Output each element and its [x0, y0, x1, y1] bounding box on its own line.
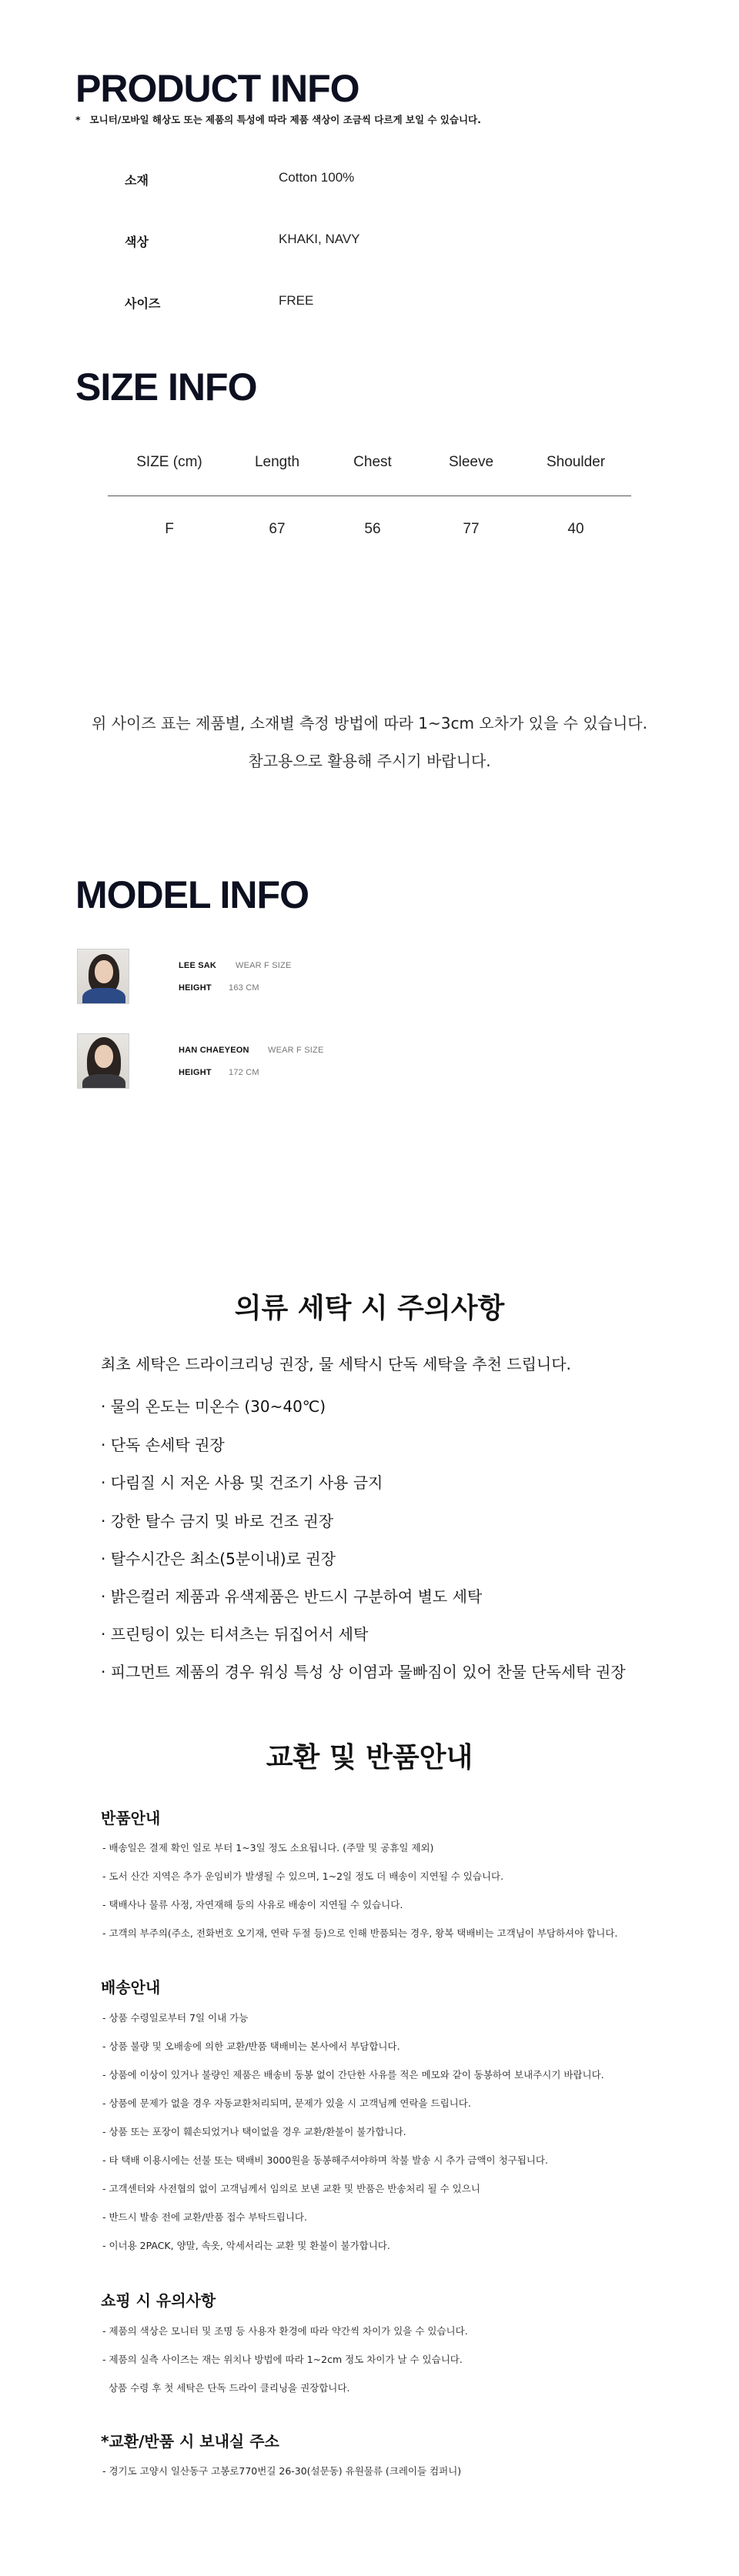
model-name-2: HAN CHAEYEON [179, 1046, 249, 1055]
notice-bullet: * [75, 114, 81, 125]
list-item: - 상품에 이상이 있거나 불량인 제품은 배송비 동봉 없이 간단한 사유를 적은 메모와 같이 동봉하여 보내주시기 바랍니다. [102, 2069, 604, 2080]
spec-label-material: 소재 [125, 173, 149, 188]
list-item: - 상품 또는 포장이 훼손되었거나 택이없을 경우 교환/환불이 불가합니다. [102, 2126, 406, 2137]
model-name-1: LEE SAK [179, 961, 217, 970]
washing-item: · 강한 탈수 금지 및 바로 건조 권장 [101, 1512, 334, 1530]
size-header-sleeve: Sleeve [448, 454, 494, 470]
return-address: - 경기도 고양시 일산동구 고봉로770번길 26-30(설문동) 유원물류 (크레이들 컴퍼니) [102, 2465, 462, 2477]
color-notice [75, 112, 481, 126]
list-item: - 반드시 발송 전에 교환/반품 접수 부탁드립니다. [102, 2211, 307, 2223]
return-section-title: 반품안내 [101, 1809, 161, 1827]
washing-item: · 프린팅이 있는 티셔츠는 뒤집어서 세탁 [101, 1625, 369, 1643]
model-shirt-2 [82, 1074, 125, 1089]
model-height-label-1: HEIGHT [179, 983, 212, 993]
washing-intro: 최초 세탁은 드라이크리닝 권장, 물 세탁시 단독 세탁을 추천 드립니다. [101, 1355, 571, 1373]
list-item: - 제품의 색상은 모니터 및 조명 등 사용자 환경에 따라 약간씩 차이가 있을 수 있습니다. [102, 2325, 468, 2337]
size-table-header [108, 454, 631, 496]
washing-title: 의류 세탁 시 주의사항 [234, 1293, 505, 1324]
model-photo-1 [77, 949, 129, 1004]
spec-value-material: Cotton 100% [279, 170, 355, 185]
list-item: - 이너용 2PACK, 양말, 속옷, 악세서리는 교환 및 환불이 불가합니다. [102, 2240, 390, 2251]
model-height-2: 172 CM [229, 1068, 259, 1077]
size-header-size: SIZE (cm) [136, 454, 202, 470]
size-cell-length: 67 [269, 521, 286, 537]
size-note-1: 위 사이즈 표는 제품별, 소재별 측정 방법에 따라 1~3cm 오차가 있을 수 있습니다. [92, 714, 647, 732]
list-item: - 택배사나 물류 사정, 자연재해 등의 사유로 배송이 지연될 수 있습니다. [102, 1899, 403, 1910]
product-info-title: PRODUCT INFO [75, 67, 359, 110]
model-wear-1: WEAR F SIZE [236, 961, 292, 970]
washing-item: · 다림질 시 저온 사용 및 건조기 사용 금지 [101, 1473, 383, 1492]
spec-label-color: 색상 [125, 235, 149, 249]
size-cell-shoulder: 40 [567, 521, 584, 537]
list-item: - 타 택배 이용시에는 선불 또는 택배비 3000원을 동봉해주셔야하며 착불 발송 시 추가 금액이 청구됩니다. [102, 2154, 548, 2166]
model-height-1: 163 CM [229, 983, 259, 993]
table-row [108, 496, 631, 562]
notice-text: 모니터/모바일 해상도 또는 제품의 특성에 따라 제품 색상이 조금씩 다르게 보일 수 있습니다. [89, 114, 481, 125]
size-cell-sleeve: 77 [463, 521, 480, 537]
list-item: - 상품에 문제가 없을 경우 자동교환처리되며, 문제가 있을 시 고객님께 연락을 드립니다. [102, 2097, 471, 2109]
size-note-2: 참고용으로 활용해 주시기 바랍니다. [248, 752, 491, 770]
washing-item: · 물의 온도는 미온수 (30~40℃) [101, 1397, 326, 1416]
spec-value-size: FREE [279, 293, 314, 308]
list-item: - 상품 수령일로부터 7일 이내 가능 [102, 2012, 249, 2024]
spec-label-size: 사이즈 [125, 296, 161, 311]
washing-item: · 탈수시간은 최소(5분이내)로 권장 [101, 1550, 336, 1568]
list-item: - 배송일은 결제 확인 일로 부터 1~3일 정도 소요됩니다. (주말 및 공휴일 제외) [102, 1842, 434, 1854]
size-info-title: SIZE INFO [75, 365, 257, 409]
size-header-shoulder: Shoulder [546, 454, 606, 470]
washing-item: · 단독 손세탁 권장 [101, 1436, 225, 1454]
list-item: - 도서 산간 지역은 추가 운임비가 발생될 수 있으며, 1~2일 정도 더 배송이 지연될 수 있습니다. [102, 1870, 504, 1882]
exchange-title: 교환 및 반품안내 [266, 1742, 473, 1774]
size-cell-chest: 56 [364, 521, 381, 537]
model-info-title: MODEL INFO [75, 873, 309, 916]
washing-item: · 밝은컬러 제품과 유색제품은 반드시 구분하여 별도 세탁 [101, 1587, 483, 1606]
shopping-section-title: 쇼핑 시 유의사항 [101, 2291, 216, 2310]
model-height-label-2: HEIGHT [179, 1068, 212, 1077]
size-table [108, 454, 631, 562]
size-header-length: Length [254, 454, 300, 470]
model-photo-2 [77, 1033, 129, 1089]
model-wear-2: WEAR F SIZE [268, 1046, 324, 1055]
address-section-title: *교환/반품 시 보내실 주소 [101, 2432, 279, 2451]
washing-item: · 피그먼트 제품의 경우 워싱 특성 상 이염과 물빠짐이 있어 찬물 단독세탁 권장 [101, 1663, 626, 1681]
model-shirt-1 [82, 988, 125, 1004]
list-item: - 고객의 부주의(주소, 전화번호 오기재, 연락 두절 등)으로 인해 반품되는 경우, 왕복 택배비는 고객님이 부담하셔야 합니다. [102, 1927, 618, 1939]
spec-value-color: KHAKI, NAVY [279, 232, 360, 246]
list-item: - 제품의 실측 사이즈는 재는 위치나 방법에 따라 1~2cm 정도 차이가 날 수 있습니다. [102, 2354, 463, 2365]
list-item: 상품 수령 후 첫 세탁은 단독 드라이 클리닝을 권장합니다. [102, 2382, 350, 2394]
list-item: - 상품 불량 및 오배송에 의한 교환/반품 택배비는 본사에서 부담합니다. [102, 2040, 400, 2052]
list-item: - 고객센터와 사전협의 없이 고객님께서 임의로 보낸 교환 및 반품은 반송처리 될 수 있으니 [102, 2183, 480, 2194]
size-cell-size: F [165, 521, 174, 537]
size-header-chest: Chest [353, 454, 392, 470]
delivery-section-title: 배송안내 [101, 1978, 161, 1997]
